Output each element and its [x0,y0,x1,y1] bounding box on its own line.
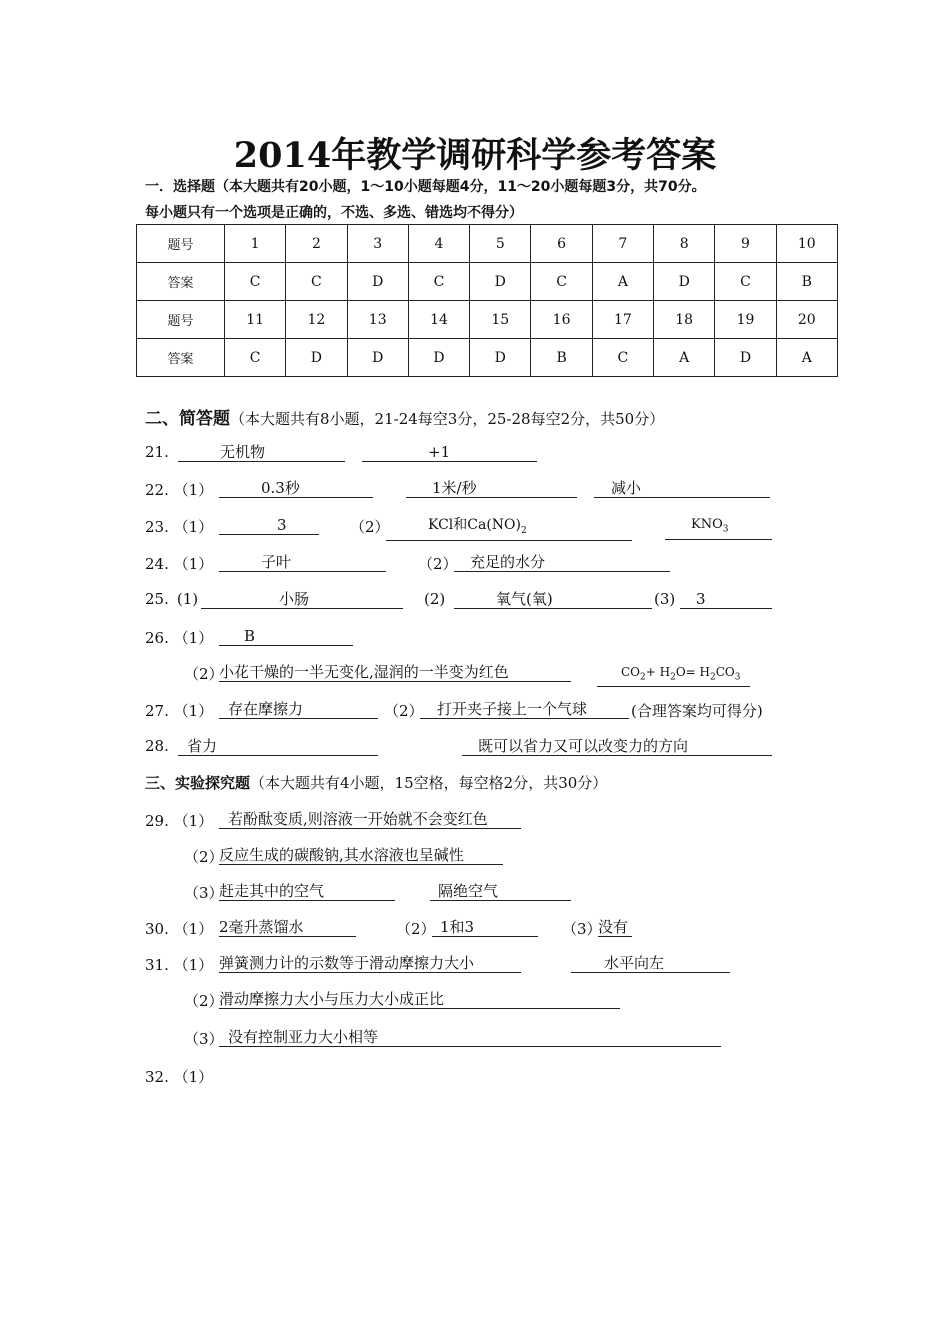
answer-text [665,517,729,535]
part-label: （1） [173,956,214,974]
answer-text: 赶走其中的空气 [219,882,325,900]
part-label: （3） [184,1030,224,1048]
part-label: (1) [176,590,199,608]
question-24 [145,553,213,574]
answer-blank [219,846,503,865]
answer-blank [571,954,730,973]
answer-text: 2毫升蒸馏水 [219,918,304,936]
answer-text: 氧气(氧) [496,590,553,608]
note-text: (合理答案均可得分) [631,702,763,720]
section-3-title: 三、实验探究题 [145,774,251,792]
answer-text: 子叶 [261,553,292,571]
section-1-desc-line1: （本大题共有20小题，1～10小题每题4分，11～20小题每题3分，共70分。 [215,179,706,195]
answer-blank [219,553,386,572]
question-29 [145,810,213,831]
answer-text: 1和3 [440,918,475,936]
row-header-answer: 答案 [137,263,225,301]
question-number: 13 [347,301,408,339]
part-label: （1） [173,920,214,938]
answer-text: 省力 [187,737,218,755]
part-label: （1） [173,481,214,499]
answer-cell: B [776,263,837,301]
answer-blank [454,553,670,572]
part-label: (2) [424,590,446,608]
formula: O= H [675,665,711,679]
answer-blank [219,918,356,937]
question-number: 10 [776,225,837,263]
chemical-equation [597,665,741,683]
question-number: 16 [531,301,592,339]
question-number: 21. [145,443,169,461]
answer-cell: D [715,339,776,377]
answer-text: 无机物 [220,443,266,461]
subscript: 2 [640,672,646,683]
row-header-answer: 答案 [137,339,225,377]
formula: CO [715,665,735,679]
question-number: 18 [654,301,715,339]
answer-cell: A [654,339,715,377]
answer-blank [597,663,750,687]
part-label: （2） [384,702,424,720]
answer-text: +1 [428,443,451,461]
table-row [137,339,838,377]
question-number: 9 [715,225,776,263]
formula: KCl和Ca(NO) [428,517,521,533]
part-label: （1） [173,1068,214,1086]
answer-blank [665,516,772,540]
answer-cell: A [592,263,653,301]
question-22 [145,479,213,500]
part-label: （3） [562,920,602,938]
section-3-heading [145,772,607,793]
table-row [137,301,838,339]
answer-text: 0.3秒 [261,479,300,497]
answer-cell: C [224,339,285,377]
answer-text: 既可以省力又可以改变力的方向 [478,737,689,755]
question-number: 14 [408,301,469,339]
answer-blank [406,479,577,498]
page-title: 2014年教学调研科学参考答案 [233,135,717,176]
question-number: 22. [145,481,169,499]
table-row [137,225,838,263]
question-32 [145,1066,213,1087]
part-label: （2） [184,992,224,1010]
question-21 [145,443,169,461]
part-label: （2） [350,518,390,536]
answer-blank [219,882,395,901]
question-number: 27. [145,702,169,720]
answer-text: 反应生成的碳酸钠,其水溶液也呈碱性 [219,846,464,864]
section-1-title: 一．选择题 [145,179,215,195]
question-23 [145,516,213,537]
answer-blank [219,516,319,535]
part-label: （3） [184,884,224,902]
answer-cell: D [347,339,408,377]
answer-blank [594,479,770,498]
answer-blank [219,479,373,498]
question-number: 32. [145,1068,169,1086]
answer-cell: D [408,339,469,377]
question-number: 5 [470,225,531,263]
question-25 [145,590,198,608]
question-number: 26. [145,629,169,647]
answer-text: 3 [277,516,287,534]
question-number: 28. [145,737,169,755]
answer-blank [178,737,378,756]
part-label: （1） [173,702,214,720]
formula: CO [621,665,641,679]
question-30 [145,918,213,939]
question-31 [145,954,213,975]
answer-blank [178,443,345,462]
subscript: 3 [734,672,741,683]
answer-blank [219,700,378,719]
answer-text: B [244,627,256,645]
answer-table [136,224,838,377]
answer-text: 若酚酞变质,则溶液一开始就不会变红色 [228,810,488,828]
row-header-question: 题号 [137,301,225,339]
question-number: 15 [470,301,531,339]
answer-text: 充足的水分 [470,553,546,571]
part-label: （1） [173,518,214,536]
answer-cell: D [654,263,715,301]
question-number: 25. [145,590,169,608]
answer-blank [219,1028,721,1047]
answer-text: 3 [696,590,706,608]
subscript: 2 [710,672,716,683]
question-number: 7 [592,225,653,263]
answer-text: 没有 [598,918,629,936]
answer-cell: D [347,263,408,301]
answer-text: 打开夹子接上一个气球 [437,700,588,718]
answer-cell: A [776,339,837,377]
question-number: 2 [286,225,347,263]
part-label: （1） [173,555,214,573]
question-number: 12 [286,301,347,339]
table-row [137,263,838,301]
answer-cell: C [531,263,592,301]
answer-blank [219,663,571,682]
answer-blank [386,516,632,541]
answer-blank [462,737,772,756]
question-number: 17 [592,301,653,339]
answer-blank [219,627,353,646]
part-label: （2） [184,665,224,683]
section-2-title: 二、简答题 [145,409,230,429]
subscript: 2 [670,672,676,683]
answer-blank [219,954,521,973]
question-number: 24. [145,555,169,573]
answer-cell: C [715,263,776,301]
section-3-desc: （本大题共有4小题，15空格，每空格2分，共30分） [250,774,608,792]
answer-blank [219,990,620,1009]
answer-text: 隔绝空气 [438,882,499,900]
answer-cell: C [592,339,653,377]
question-number: 3 [347,225,408,263]
answer-text: 存在摩擦力 [228,700,304,718]
answer-text: 滑动摩擦力大小与压力大小成正比 [219,990,445,1008]
answer-text: 没有控制亚力大小相等 [228,1028,379,1046]
answer-blank [432,918,538,937]
question-number: 8 [654,225,715,263]
formula: KNO [691,517,723,532]
answer-blank [598,918,632,937]
subscript: 3 [722,524,729,535]
section-1-desc-line2: 每小题只有一个选项是正确的，不选、多选、错选均不得分） [145,205,523,221]
question-number: 29. [145,812,169,830]
part-label: (3) [654,590,676,608]
answer-blank [680,590,772,609]
question-number: 1 [224,225,285,263]
question-number: 23. [145,518,169,536]
answer-cell: C [224,263,285,301]
question-number: 30. [145,920,169,938]
answer-text: 小肠 [279,590,310,608]
question-27 [145,700,213,721]
question-number: 31. [145,956,169,974]
answer-blank [420,700,629,719]
question-number: 19 [715,301,776,339]
section-2-heading [145,404,664,429]
question-number: 11 [224,301,285,339]
section-1-heading [145,176,706,196]
answer-cell: D [470,263,531,301]
answer-cell: D [470,339,531,377]
answer-blank [454,590,652,609]
part-label: （1） [173,629,214,647]
answer-text: 弹簧测力计的示数等于滑动摩擦力大小 [219,954,475,972]
answer-cell: C [286,263,347,301]
part-label: （2） [418,555,458,573]
question-number: 20 [776,301,837,339]
answer-blank [219,810,521,829]
answer-cell: C [408,263,469,301]
part-label: （2） [396,920,436,938]
answer-blank [201,590,403,609]
answer-text: 减小 [611,479,642,497]
answer-text: 水平向左 [604,954,665,972]
row-header-question: 题号 [137,225,225,263]
answer-text: 1米/秒 [432,479,477,497]
answer-blank [430,882,571,901]
answer-blank [362,443,537,462]
question-26 [145,627,213,648]
question-number: 6 [531,225,592,263]
part-label: （1） [173,812,214,830]
answer-text: 小花干燥的一半无变化,湿润的一半变为红色 [219,663,509,681]
formula: + H [645,665,671,679]
subscript: 2 [520,525,527,536]
answer-cell: B [531,339,592,377]
answer-cell: D [286,339,347,377]
part-label: （2） [184,848,224,866]
answer-text [386,517,527,536]
section-2-desc: （本大题共有8小题，21-24每空3分，25-28每空2分，共50分） [230,410,665,428]
question-number: 4 [408,225,469,263]
question-28 [145,737,169,755]
